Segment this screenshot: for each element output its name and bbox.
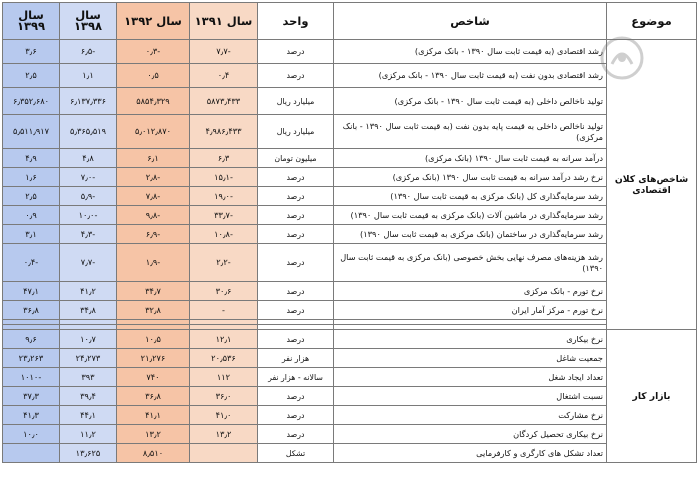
cell-year-1398: ۱۱٫۲ — [60, 425, 117, 444]
cell-unit: درصد — [258, 406, 334, 425]
header-year-1392: سال ۱۳۹۲ — [117, 3, 190, 40]
cell-year-1392: ۲۱٫۲۷۶ — [117, 349, 190, 368]
cell-year-1392: ۶٫۱ — [117, 149, 190, 168]
cell-year-1399: ۲٫۵ — [3, 64, 60, 88]
cell-indicator: رشد اقتصادی (به قیمت ثابت سال ۱۳۹۰ - بانک مرکزی) — [334, 40, 607, 64]
table-row — [3, 187, 697, 206]
cell-year-1399: ۴٫۹ — [3, 149, 60, 168]
table-row — [3, 282, 697, 301]
cell-year-1399: ۳۶٫۸ — [3, 301, 60, 320]
cell-unit: تشکل — [258, 444, 334, 463]
cell-indicator: نرخ بیکاری تحصیل کردگان — [334, 425, 607, 444]
cell-year-1398: ۱٫۱ — [60, 64, 117, 88]
table-row — [3, 387, 697, 406]
cell-year-1391: ۳۶٫۰ — [190, 387, 258, 406]
cell-year-1391: ۱۱۲ — [190, 368, 258, 387]
cell-year-1391: ۴۱٫۰ — [190, 406, 258, 425]
cell-unit: درصد — [258, 206, 334, 225]
cell-indicator: رشد سرمایه‌گذاری در ساختمان (بانک مرکزی به قیمت ثابت سال ۱۳۹۰) — [334, 225, 607, 244]
topic-cell: شاخص‌های کلان اقتصادی — [607, 40, 697, 330]
cell-year-1398: -۷٫۰ — [60, 168, 117, 187]
cell-year-1392: ۵٫۰۱۲٫۸۷۰ — [117, 115, 190, 149]
cell-year-1392: -۱٫۹ — [117, 244, 190, 282]
cell-indicator: رشد اقتصادی بدون نفت (به قیمت ثابت سال ۱۳۹۰ - بانک مرکزی) — [334, 64, 607, 88]
cell-indicator: نسبت اشتغال — [334, 387, 607, 406]
cell-year-1391: -۱۹٫۰ — [190, 187, 258, 206]
cell-unit: درصد — [258, 425, 334, 444]
cell-year-1392: ۱۳٫۲ — [117, 425, 190, 444]
cell-year-1398: ۴۴٫۱ — [60, 406, 117, 425]
cell-year-1391: -۳۳٫۷ — [190, 206, 258, 225]
cell-year-1391: ۴٫۹۸۶٫۴۳۳ — [190, 115, 258, 149]
cell-year-1399: ۳٫۱ — [3, 225, 60, 244]
cell-unit: درصد — [258, 187, 334, 206]
table-row — [3, 149, 697, 168]
cell-unit: میلیون تومان — [258, 149, 334, 168]
cell-year-1392: ۳۶٫۸ — [117, 387, 190, 406]
cell-year-1399: ۲۳٫۲۶۳ — [3, 349, 60, 368]
cell-indicator: تعداد ایجاد شغل — [334, 368, 607, 387]
cell-year-1398: ۴۱٫۲ — [60, 282, 117, 301]
cell-year-1392: ۳۴٫۷ — [117, 282, 190, 301]
cell-year-1399: ۹٫۶ — [3, 330, 60, 349]
cell-year-1398: ۳۴٫۸ — [60, 301, 117, 320]
cell-year-1391: ۶٫۳ — [190, 149, 258, 168]
cell-year-1391: ۱۲٫۱ — [190, 330, 258, 349]
cell-year-1398: -۵٫۹ — [60, 187, 117, 206]
cell-unit: سالانه - هزار نفر — [258, 368, 334, 387]
table-body — [3, 40, 697, 463]
table-row — [3, 425, 697, 444]
cell-indicator: نرخ تورم - بانک مرکزی — [334, 282, 607, 301]
cell-unit: میلیارد ریال — [258, 88, 334, 115]
cell-indicator: نرخ مشارکت — [334, 406, 607, 425]
cell-unit: درصد — [258, 387, 334, 406]
cell-unit: درصد — [258, 168, 334, 187]
cell-indicator: نرخ رشد درآمد سرانه به قیمت ثابت سال ۱۳۹۰ (بانک مرکزی) — [334, 168, 607, 187]
cell-year-1391: -۱۰٫۸ — [190, 225, 258, 244]
table-row — [3, 330, 697, 349]
header-unit: واحد — [258, 3, 334, 40]
table-row — [3, 115, 697, 149]
cell-year-1399: ۱٫۶ — [3, 168, 60, 187]
cell-year-1398: ۵٫۳۶۵٫۵۱۹ — [60, 115, 117, 149]
cell-unit: درصد — [258, 330, 334, 349]
header-year-1391: سال ۱۳۹۱ — [190, 3, 258, 40]
cell-year-1391: ۳۰٫۶ — [190, 282, 258, 301]
cell-year-1392: ۴۱٫۱ — [117, 406, 190, 425]
cell-year-1391: -۷٫۷ — [190, 40, 258, 64]
cell-year-1399: ۳۷٫۳ — [3, 387, 60, 406]
header-year-1399: سال ۱۳۹۹ — [3, 3, 60, 40]
cell-year-1392: ۸٫۵۱۰ — [117, 444, 190, 463]
cell-year-1399: -۰٫۴ — [3, 244, 60, 282]
table-row — [3, 64, 697, 88]
table-row — [3, 301, 697, 320]
cell-year-1399: ۰٫۹ — [3, 206, 60, 225]
cell-unit: هزار نفر — [258, 349, 334, 368]
cell-year-1392: -۰٫۳ — [117, 40, 190, 64]
table-row — [3, 444, 697, 463]
cell-year-1399 — [3, 444, 60, 463]
cell-year-1391: - — [190, 301, 258, 320]
cell-year-1391 — [190, 444, 258, 463]
cell-indicator: رشد هزینه‌های مصرف نهایی بخش خصوصی (بانک مرکزی به قیمت ثابت سال ۱۳۹۰) — [334, 244, 607, 282]
cell-unit: درصد — [258, 282, 334, 301]
table-header-row — [3, 3, 697, 40]
cell-year-1391: ۰٫۴ — [190, 64, 258, 88]
table-row — [3, 40, 697, 64]
cell-year-1392: -۹٫۸ — [117, 206, 190, 225]
header-topic: موضوع — [607, 3, 697, 40]
cell-year-1392: -۶٫۹ — [117, 225, 190, 244]
table-row — [3, 88, 697, 115]
table-row — [3, 349, 697, 368]
cell-year-1398: ۴٫۸ — [60, 149, 117, 168]
news-agency-logo-icon — [598, 34, 646, 82]
table-row — [3, 206, 697, 225]
cell-year-1398: ۶٫۱۳۷٫۳۳۶ — [60, 88, 117, 115]
cell-year-1399: ۴۷٫۱ — [3, 282, 60, 301]
cell-year-1398: ۳۹۳ — [60, 368, 117, 387]
cell-year-1391: ۵۸۷۳٫۴۳۳ — [190, 88, 258, 115]
cell-year-1399: ۲٫۵ — [3, 187, 60, 206]
table-row — [3, 225, 697, 244]
cell-indicator: نرخ تورم - مرکز آمار ایران — [334, 301, 607, 320]
economic-indicators-table — [2, 2, 697, 463]
cell-unit: میلیارد ریال — [258, 115, 334, 149]
cell-indicator: رشد سرمایه‌گذاری در ماشین آلات (بانک مرکزی به قیمت ثابت سال ۱۳۹۰) — [334, 206, 607, 225]
cell-year-1398: -۴٫۳ — [60, 225, 117, 244]
cell-year-1398: -۱۰٫۰ — [60, 206, 117, 225]
cell-year-1399: ۴۱٫۳ — [3, 406, 60, 425]
cell-year-1392: ۵۸۵۴٫۳۲۹ — [117, 88, 190, 115]
table-row — [3, 406, 697, 425]
table-row — [3, 168, 697, 187]
table-row — [3, 368, 697, 387]
cell-year-1392: -۷٫۸ — [117, 187, 190, 206]
cell-indicator: تولید ناخالص داخلی (به قیمت ثابت سال ۱۳۹۰ - بانک مرکزی) — [334, 88, 607, 115]
cell-unit: درصد — [258, 64, 334, 88]
cell-indicator: درآمد سرانه به قیمت ثابت سال ۱۳۹۰ (بانک مرکزی) — [334, 149, 607, 168]
cell-unit: درصد — [258, 40, 334, 64]
header-indicator: شاخص — [334, 3, 607, 40]
cell-year-1399: -۱۰۱۰ — [3, 368, 60, 387]
cell-unit: درصد — [258, 225, 334, 244]
cell-year-1392: -۲٫۸ — [117, 168, 190, 187]
cell-year-1391: -۱۵٫۱ — [190, 168, 258, 187]
cell-year-1392: ۳۲٫۸ — [117, 301, 190, 320]
cell-unit: درصد — [258, 244, 334, 282]
cell-year-1398: -۶٫۵ — [60, 40, 117, 64]
cell-indicator: جمعیت شاغل — [334, 349, 607, 368]
cell-year-1391: ۲۰٫۵۳۶ — [190, 349, 258, 368]
cell-indicator: نرخ بیکاری — [334, 330, 607, 349]
cell-year-1399: ۳٫۶ — [3, 40, 60, 64]
cell-indicator: تولید ناخالص داخلی به قیمت پایه بدون نفت (به قیمت ثابت سال ۱۳۹۰ - بانک مرکزی) — [334, 115, 607, 149]
cell-year-1398: ۱۰٫۷ — [60, 330, 117, 349]
cell-year-1398: ۱۳٫۶۲۵ — [60, 444, 117, 463]
cell-year-1399: ۶٫۳۵۲٫۶۸۰ — [3, 88, 60, 115]
topic-cell: بازار کار — [607, 330, 697, 463]
cell-year-1399: ۱۰٫۰ — [3, 425, 60, 444]
header-year-1398: سال ۱۳۹۸ — [60, 3, 117, 40]
cell-indicator: تعداد تشکل های کارگری و کارفرمایی — [334, 444, 607, 463]
cell-year-1392: ۷۴۰ — [117, 368, 190, 387]
cell-year-1392: ۱۰٫۵ — [117, 330, 190, 349]
cell-unit: درصد — [258, 301, 334, 320]
cell-year-1391: -۲٫۲ — [190, 244, 258, 282]
table-row — [3, 244, 697, 282]
cell-year-1399: ۵٫۵۱۱٫۹۱۷ — [3, 115, 60, 149]
cell-indicator: رشد سرمایه‌گذاری کل (بانک مرکزی به قیمت ثابت سال ۱۳۹۰) — [334, 187, 607, 206]
cell-year-1398: ۲۴٫۲۷۳ — [60, 349, 117, 368]
cell-year-1398: ۳۹٫۴ — [60, 387, 117, 406]
cell-year-1392: ۰٫۵ — [117, 64, 190, 88]
cell-year-1391: ۱۳٫۲ — [190, 425, 258, 444]
cell-year-1398: -۷٫۷ — [60, 244, 117, 282]
